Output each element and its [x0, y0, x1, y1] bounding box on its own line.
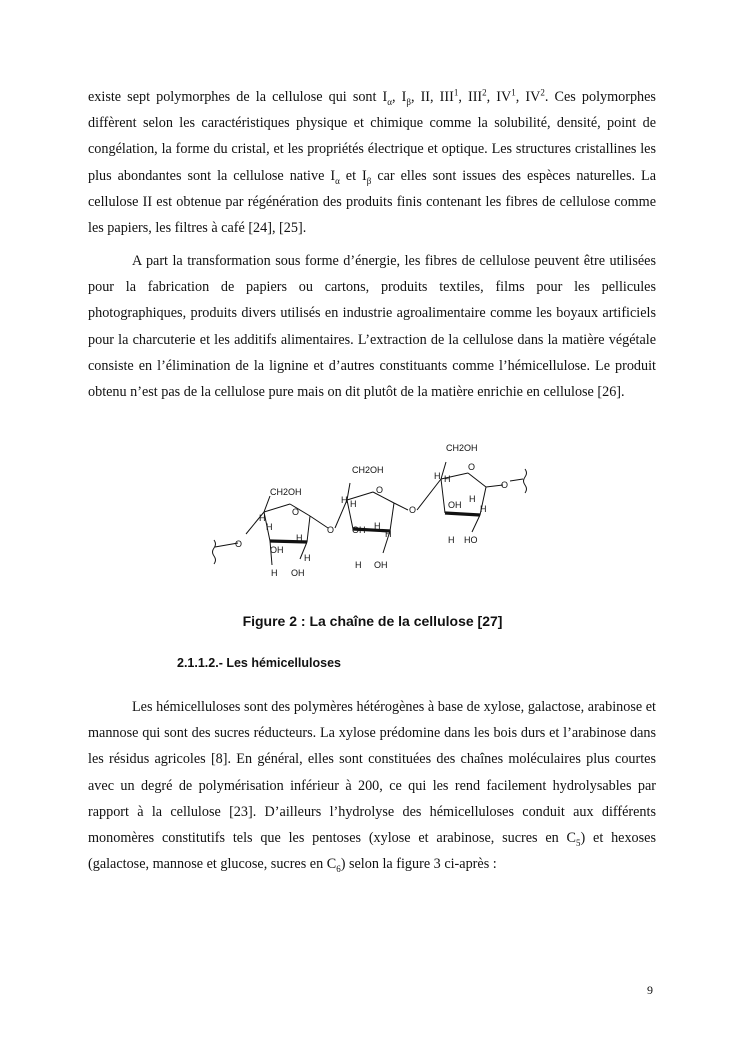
svg-text:H: H — [374, 521, 381, 531]
svg-text:OH: OH — [291, 568, 305, 578]
svg-text:H: H — [448, 535, 455, 545]
svg-text:O: O — [235, 539, 243, 549]
svg-text:H: H — [296, 533, 303, 543]
atom-labels — [235, 443, 508, 578]
svg-text:H: H — [271, 568, 278, 578]
svg-text:H: H — [259, 513, 266, 523]
svg-text:O: O — [468, 462, 476, 472]
svg-text:OH: OH — [374, 560, 388, 570]
glucose-ring-2 — [335, 483, 408, 553]
svg-text:H: H — [480, 504, 487, 514]
figure-caption: Figure 2 : La chaîne de la cellulose [27] — [242, 613, 503, 629]
svg-text:H: H — [434, 471, 441, 481]
svg-text:O: O — [501, 480, 509, 490]
paragraph-hemicelluloses: Les hémicelluloses sont des polymères hétérogènes à base de xylose, galactose, arabinose et mannose qui sont des sucres réducteurs. La xylose prédomine dans les bois durs et l’arabinose dans les résidus agricoles [8]. En général, elles sont constituées des chaînes moléculaires plus courtes avec un degré de polymérisation inférieur à 200, ce qui les rend facilement hydrolysables par rapport à la cellulose [23]. D’ailleurs l’hydrolyse des hémicelluloses conduit aux différents monomères constitutifs tels que les pentoses (xylose et arabinose, sucres en $C_5$) et hexoses (galactose, mannose et glucose, sucres en $C_6$) selon la figure 3 ci-après : — [88, 699, 656, 875]
svg-text:OH: OH — [352, 525, 366, 535]
svg-text:OH: OH — [448, 500, 462, 510]
svg-text:H: H — [350, 499, 357, 509]
section-heading: 2.1.1.2.- Les hémicelluloses — [177, 656, 341, 670]
svg-text:CH2OH: CH2OH — [446, 443, 478, 453]
svg-text:CH2OH: CH2OH — [270, 487, 302, 497]
svg-text:O: O — [409, 505, 417, 515]
cellulose-chain-diagram — [200, 435, 540, 595]
paragraph-polymorphs: existe sept polymorphes de la cellulose qui sont $I_\alpha$, $I_\beta$, II, III$^1$, III$^2$, $IV^1$, $IV^2$. Ces polymorphes diffèrent selon les caractéristiques physique et chimique comme la solubilité, densité, point de congélation, la forme du cristal, et les propriétés électrique et optique. Les structures cristallines les plus abondantes sont la cellulose native $I_\alpha$ et $I_\beta$ car elles sont issues des espèces naturelles. La cellulose II est obtenue par régénération des produits finis contenant les fibres de cellulose comme les papiers, les filtres à café [24], [25]. — [88, 87, 656, 237]
svg-text:H: H — [444, 474, 451, 484]
paragraph-uses: A part la transformation sous forme d’énergie, les fibres de cellulose peuvent être utilisées pour la fabrication de papiers ou cartons, produits textiles, films pour les pellicules photographiques, produits divers utilisés en industrie agroalimentaire comme les boyaux artificiels pour la charcuterie et les additifs alimentaires. L’extraction de la cellulose dans la matière végétale consiste en l’élimination de la lignine et d’autres constituants comme l’hémicellulose. Le produit obtenu n’est pas de la cellulose pure mais on dit plutôt de la matière enrichie en cellulose [26]. — [88, 253, 656, 401]
svg-text:H: H — [304, 553, 311, 563]
svg-text:H: H — [355, 560, 362, 570]
svg-text:OH: OH — [270, 545, 284, 555]
page-number: 9 — [647, 983, 653, 997]
svg-text:O: O — [292, 507, 300, 517]
svg-text:HO: HO — [464, 535, 478, 545]
svg-text:O: O — [327, 525, 335, 535]
svg-text:CH2OH: CH2OH — [352, 465, 384, 475]
svg-text:H: H — [341, 495, 348, 505]
svg-text:H: H — [266, 522, 273, 532]
svg-text:O: O — [376, 485, 384, 495]
svg-text:H: H — [385, 529, 392, 539]
svg-text:H: H — [469, 494, 476, 504]
